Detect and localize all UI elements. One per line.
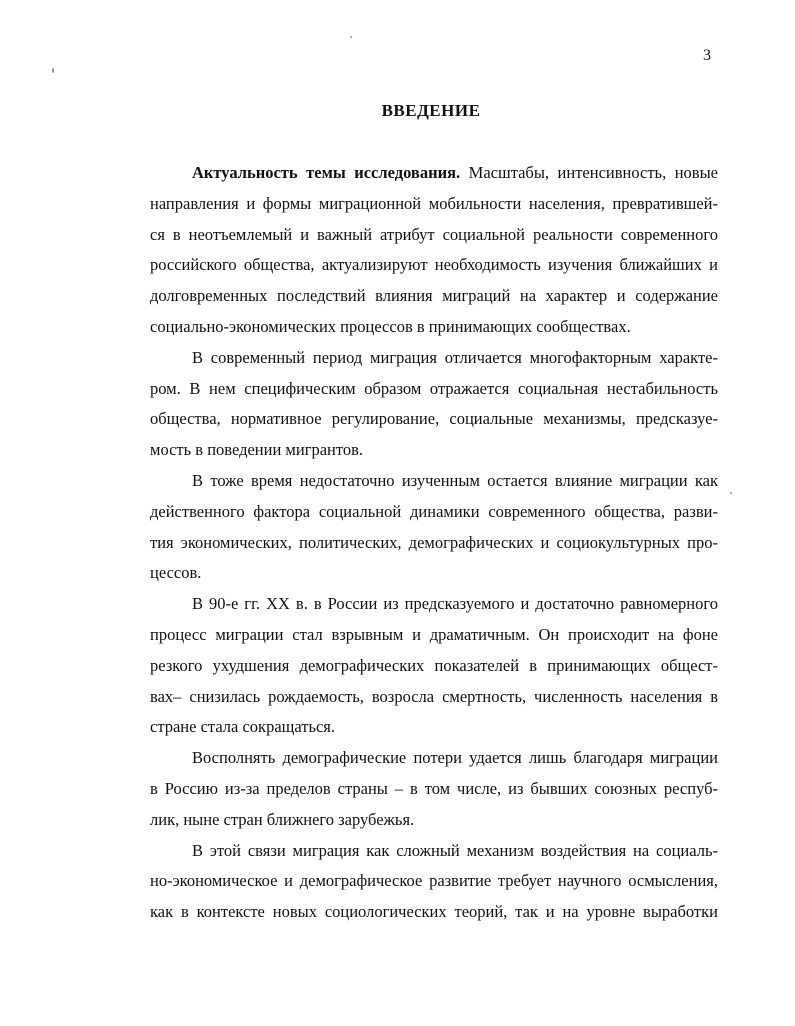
section-heading: ВВЕДЕНИЕ	[381, 101, 481, 120]
paragraph-5-line-2: в Россию из-за пределов страны – в том числе, из бывших союзных респуб-	[150, 778, 718, 798]
paragraph-2-line-3: общества, нормативное регулирование, социальные механизмы, предсказуе-	[150, 409, 718, 429]
paragraph-1-line-4: российского общества, актуализируют необходимость изучения ближайших и	[150, 255, 718, 275]
paragraph-4-line-4: вах– снизилась рождаемость, возросла смертность, численность населения в	[150, 686, 718, 706]
paragraph-5-line-3: лик, ныне стран ближнего зарубежья.	[150, 809, 415, 829]
paragraph-3-line-4: цессов.	[150, 563, 202, 583]
paragraph-1-line-3: ся в неотъемлемый и важный атрибут социальной реальности современного	[150, 224, 718, 244]
paragraph-3-line-1: В тоже время недостаточно изученным остается влияние миграции как	[192, 470, 718, 490]
page-number: 3	[703, 47, 711, 64]
paragraph-2-line-4: мость в поведении мигрантов.	[150, 440, 364, 460]
paragraph-3-line-2: действенного фактора социальной динамики современного общества, разви-	[150, 501, 718, 521]
scan-speck	[350, 36, 352, 38]
paragraph-6-line-3: как в контексте новых социологических теорий, так и на уровне выработки	[150, 902, 718, 922]
paragraph-2-line-1: В современный период миграция отличается многофакторным характе-	[192, 347, 718, 367]
scan-speck	[730, 492, 732, 494]
paragraph-3-line-3: тия экономических, политических, демографических и социокультурных про-	[150, 532, 718, 552]
paragraph-5-line-1: Восполнять демографические потери удается лишь благодаря миграции	[192, 748, 718, 768]
body-text	[150, 158, 718, 928]
paragraph-2-line-2: ром. В нем специфическим образом отражается социальная нестабильность	[150, 378, 718, 398]
paragraph-1-line-6: социально-экономических процессов в принимающих сообществах.	[150, 316, 631, 336]
paragraph-4-line-5: стране стала сокращаться.	[150, 717, 336, 737]
paragraph-4-line-2: процесс миграции стал взрывным и драматичным. Он происходит на фоне	[150, 624, 718, 644]
paragraph-6-line-2: но-экономическое и демографическое развитие требует научного осмысления,	[150, 871, 718, 891]
topic-relevance-lead: Актуальность темы исследования.	[192, 163, 461, 182]
scan-speck	[52, 68, 54, 73]
paragraph-1-line-2: направления и формы миграционной мобильности населения, превратившей-	[150, 193, 718, 213]
paragraph-4-line-1: В 90-е гг. XX в. в России из предсказуемого и достаточно равномерного	[192, 594, 718, 614]
paragraph-1-line-5: долговременных последствий влияния миграций на характер и содержание	[150, 286, 718, 306]
paragraph-6-line-1: В этой связи миграция как сложный механизм воздействия на социаль-	[192, 840, 718, 860]
paragraph-1-line-1: Актуальность темы исследования. Масштабы, интенсивность, новые	[192, 163, 718, 182]
paragraph-4-line-3: резкого ухудшения демографических показателей в принимающих общест-	[150, 655, 718, 675]
